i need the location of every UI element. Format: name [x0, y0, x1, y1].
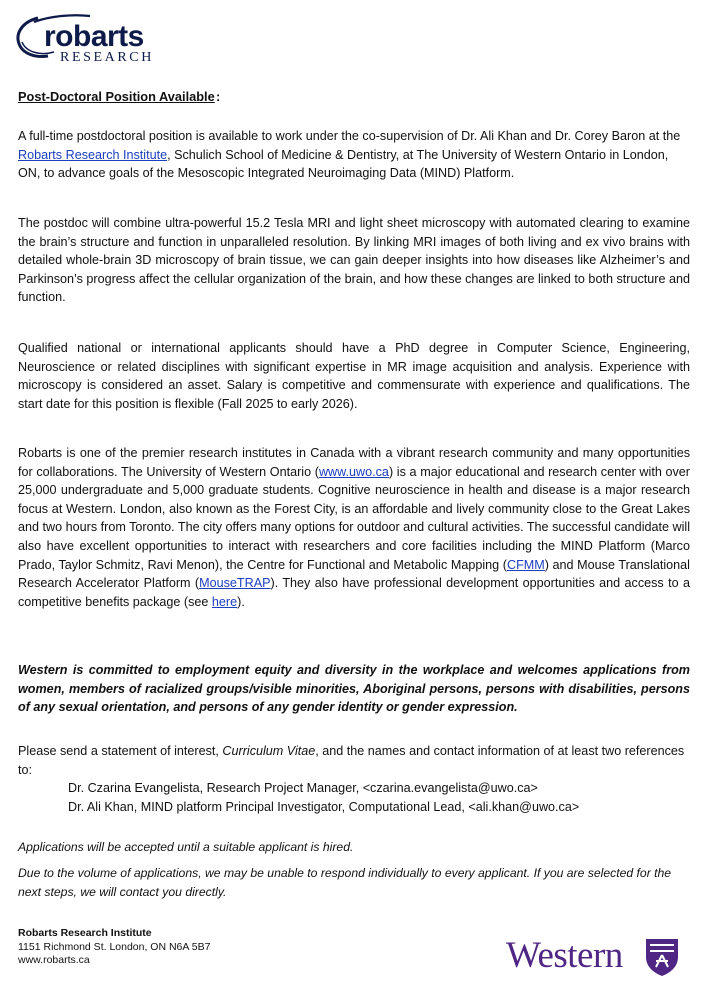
page-title — [18, 89, 215, 104]
apply-cv: Curriculum Vitae — [222, 744, 316, 758]
western-logo — [506, 935, 686, 981]
footer-street: 1151 Richmond St. London, ON N6A 5B7 — [18, 940, 211, 953]
about-text-b: ) is a major educational and research center with over 25,000 undergraduate and 5,000 graduate students. Cognitive neuroscience in health and disease is a major research focus at Western. London, also known as the Forest City, is an affordable and lively community close to the Great Lakes and two hours from Toronto. The city offers many options for outdoor and cultural activities. The successful candidate will also have excellent opportunities to interact with researchers and core facilities including the MIND Platform (Marco Prado, Taylor Schmitz, Ravi Menon), the Centre for Functional and Metabolic Mapping ( — [18, 464, 690, 572]
uwo-link[interactable]: www.uwo.ca — [318, 464, 389, 479]
note-volume: Due to the volume of applications, we may be unable to respond individually to every applicant. If you are selected for the next steps, we will contact you directly. — [18, 866, 672, 899]
paragraph-equity: Western is committed to employment equity and diversity in the workplace and welcomes applications from women, members of racialized groups/visible minorities, Aboriginal persons, persons with disabilities, persons of any sexual orientation, and persons of any gender identity or gender expression. — [18, 663, 690, 715]
western-crest-icon — [644, 937, 680, 977]
about-text-d: ). They also have professional development opportunities and access to a competitive benefits package (see — [18, 576, 690, 609]
paragraph-qualifications: Qualified national or international applicants should have a PhD degree in Computer Science, Engineering, Neuroscience or related disciplines with significant expertise in MR image acquisition and analysis. Experience with microscopy is considered an asset. Salary is competitive and commensurate with experience and qualifications. The start date for this position is flexible (Fall 2025 to early 2026). — [18, 341, 690, 411]
apply-text-b: , and the names and contact information of at least two references to: — [18, 744, 685, 777]
benefits-link[interactable]: here — [211, 594, 238, 609]
about-text-a: Robarts is one of the premier research institutes in Canada with a vibrant research community and many opportunities for collaborations. The University of Western Ontario ( — [18, 446, 690, 479]
note-deadline: Applications will be accepted until a suitable applicant is hired. — [18, 840, 354, 854]
apply-text-a: Please send a statement of interest, — [18, 744, 223, 758]
paragraph-research: The postdoc will combine ultra-powerful 15.2 Tesla MRI and light sheet microscopy with automated clearing to examine the brain’s structure and function in unparalleled resolution. By linking MRI images of both living and ex vivo brains with detailed whole-brain 3D microscopy of brain tissue, we can gain deeper insights into how diseases like Alzheimer’s and Parkinson’s progress affect the cellular organization of the brain, and how these changes are linked to both structure and function. — [18, 216, 690, 305]
robarts-logo-word: robarts — [44, 20, 144, 53]
paragraph-intro — [18, 127, 690, 183]
robarts-logo-sub: RESEARCH — [60, 50, 154, 65]
about-text-c: ) and Mouse Translational Research Accelerator Platform ( — [18, 557, 690, 591]
page-title-colon: : — [216, 89, 221, 104]
contact-czarina: Dr. Czarina Evangelista, Research Project Manager, <czarina.evangelista@uwo.ca> — [68, 781, 538, 796]
footer-name: Robarts Research Institute — [18, 927, 152, 939]
intro-text-a: A full-time postdoctoral position is available to work under the co-supervision of Dr. Ali Khan and Dr. Corey Baron at the — [18, 129, 681, 143]
western-logo-word: Western — [506, 935, 623, 976]
footer-address — [18, 927, 210, 968]
footer-web: www.robarts.ca — [18, 954, 90, 966]
about-text-e: ). — [237, 594, 245, 609]
cfmm-link[interactable]: CFMM — [506, 557, 545, 572]
mousetrap-link[interactable]: MouseTRAP — [199, 576, 271, 591]
intro-text-b: , Schulich School of Medicine & Dentistry, at The University of Western Ontario in London, ON, to advance goals of the Mesoscopic Integrated Neuroimaging Data (MIND) Platform. — [18, 147, 669, 181]
paragraph-apply — [18, 742, 690, 816]
contact-ali: Dr. Ali Khan, MIND platform Principal Investigator, Computational Lead, <ali.khan@uwo.ca> — [68, 799, 580, 814]
robarts-institute-link[interactable]: Robarts Research Institute — [18, 147, 168, 162]
paragraph-about — [18, 444, 690, 611]
robarts-logo — [14, 12, 164, 68]
page-title-text: Post-Doctoral Position Available — [18, 89, 215, 104]
